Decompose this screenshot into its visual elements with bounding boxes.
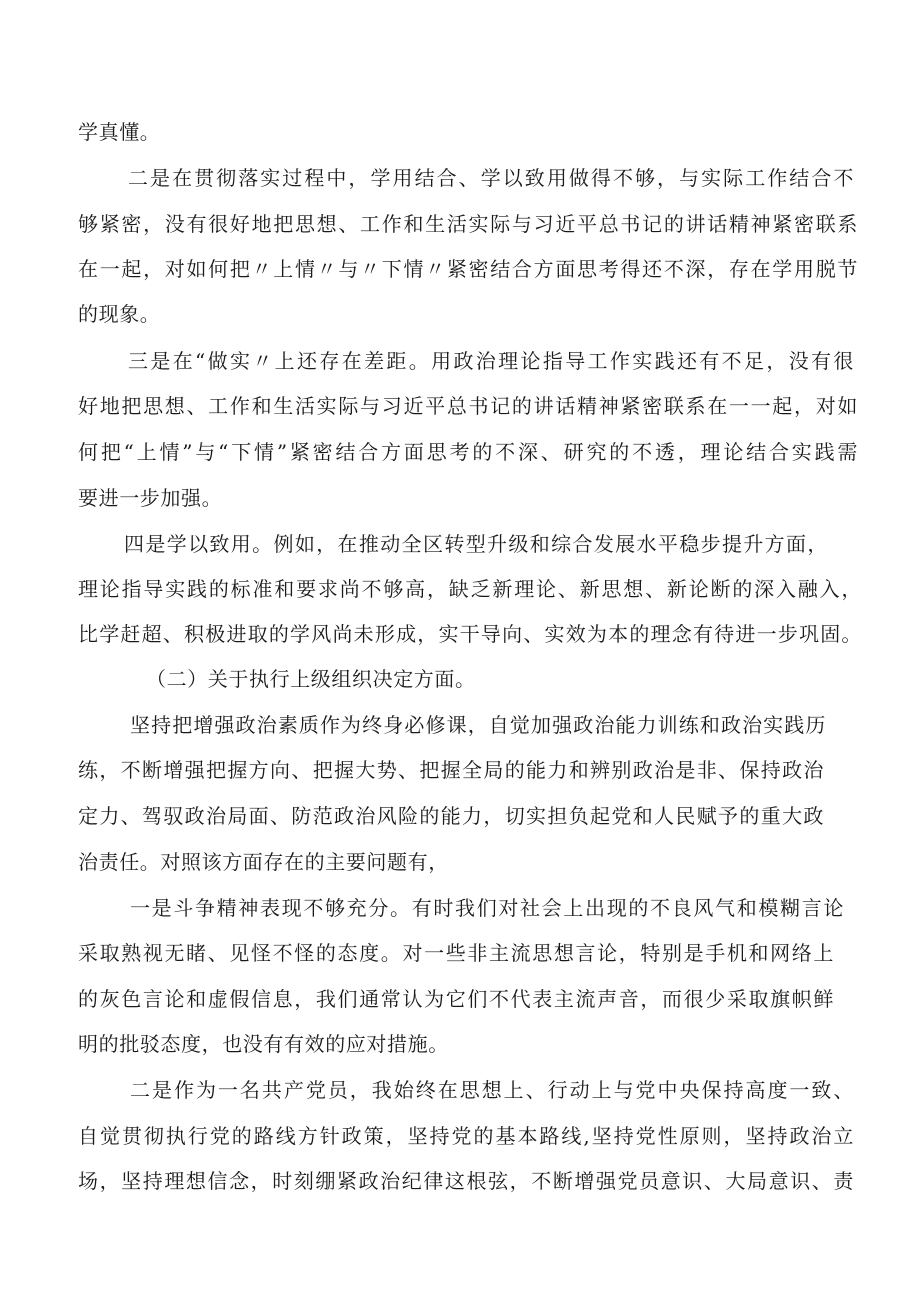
text-line: 要进一步加强。 [78,486,223,510]
text-line: 好地把思想、工作和生活实际与习近平总书记的讲话精神紧密联系在一一起，对如 [78,394,858,418]
text-line: 坚持把增强政治素质作为终身必修课，自觉加强政治能力训练和政治实践历 [130,713,826,737]
text-line: 比学赶超、积极进取的学风尚未形成，实干导向、实效为本的理念有待进一步巩固。 [78,622,862,646]
text-line: 学真懂。 [78,120,161,144]
text-line: 的现象。 [78,302,161,326]
text-line: 的灰色言论和虚假信息，我们通常认为它们不代表主流声音，而很少采取旗帜鲜 [78,987,834,1011]
text-line: 在一起，对如何把〃上情〃与〃下情〃紧密结合方面思考得还不深，存在学用脱节 [78,257,858,281]
text-line: 二是在贯彻落实过程中，学用结合、学以致用做得不够，与实际工作结合不 [128,166,854,190]
text-line: 场，坚持理想信念，时刻绷紧政治纪律这根弦，不断增强党员意识、大局意识、责 [78,1169,854,1193]
text-line: 四是学以致用。例如，在推动全区转型升级和综合发展水平稳步提升方面， [124,532,828,556]
section-heading: （二）关于执行上级组织决定方面。 [146,667,476,691]
text-line: 练，不断增强把握方向、把握大势、把握全局的能力和辨别政治是非、保持政治 [78,758,824,782]
text-line: 一是斗争精神表现不够充分。有时我们对社会上出现的不良风气和模糊言论 [130,896,844,920]
text-line: 自觉贯彻执行党的路线方针政策，坚持党的基本路线,坚持党性原则，坚持政治立 [78,1124,854,1148]
text-line: 何把“上情”与“下情”紧密结合方面思考的不深、研究的不透，理论结合实践需 [78,440,858,464]
text-line: 明的批驳态度，也没有有效的应对措施。 [78,1032,449,1056]
text-line: 治责任。对照该方面存在的主要问题有， [78,850,449,874]
text-line: 理论指导实践的标准和要求尚不够高，缺乏新理论、新思想、新论断的深入融入， [78,577,862,601]
text-line: 定力、驾驭政治局面、防范政治风险的能力，切实担负起党和人民赋予的重大政 [78,804,824,828]
text-line: 采取熟视无睹、见怪不怪的态度。对一些非主流思想言论，特别是手机和网络上 [78,941,834,965]
text-line: 够紧密，没有很好地把思想、工作和生活实际与习近平总书记的讲话精神紧密联系 [78,212,858,236]
text-line: 三是在“做实〃上还存在差距。用政治理论指导工作实践还有不足，没有很 [128,349,854,373]
text-line: 二是作为一名共产党员，我始终在思想上、行动上与党中央保持高度一致、 [130,1078,854,1102]
